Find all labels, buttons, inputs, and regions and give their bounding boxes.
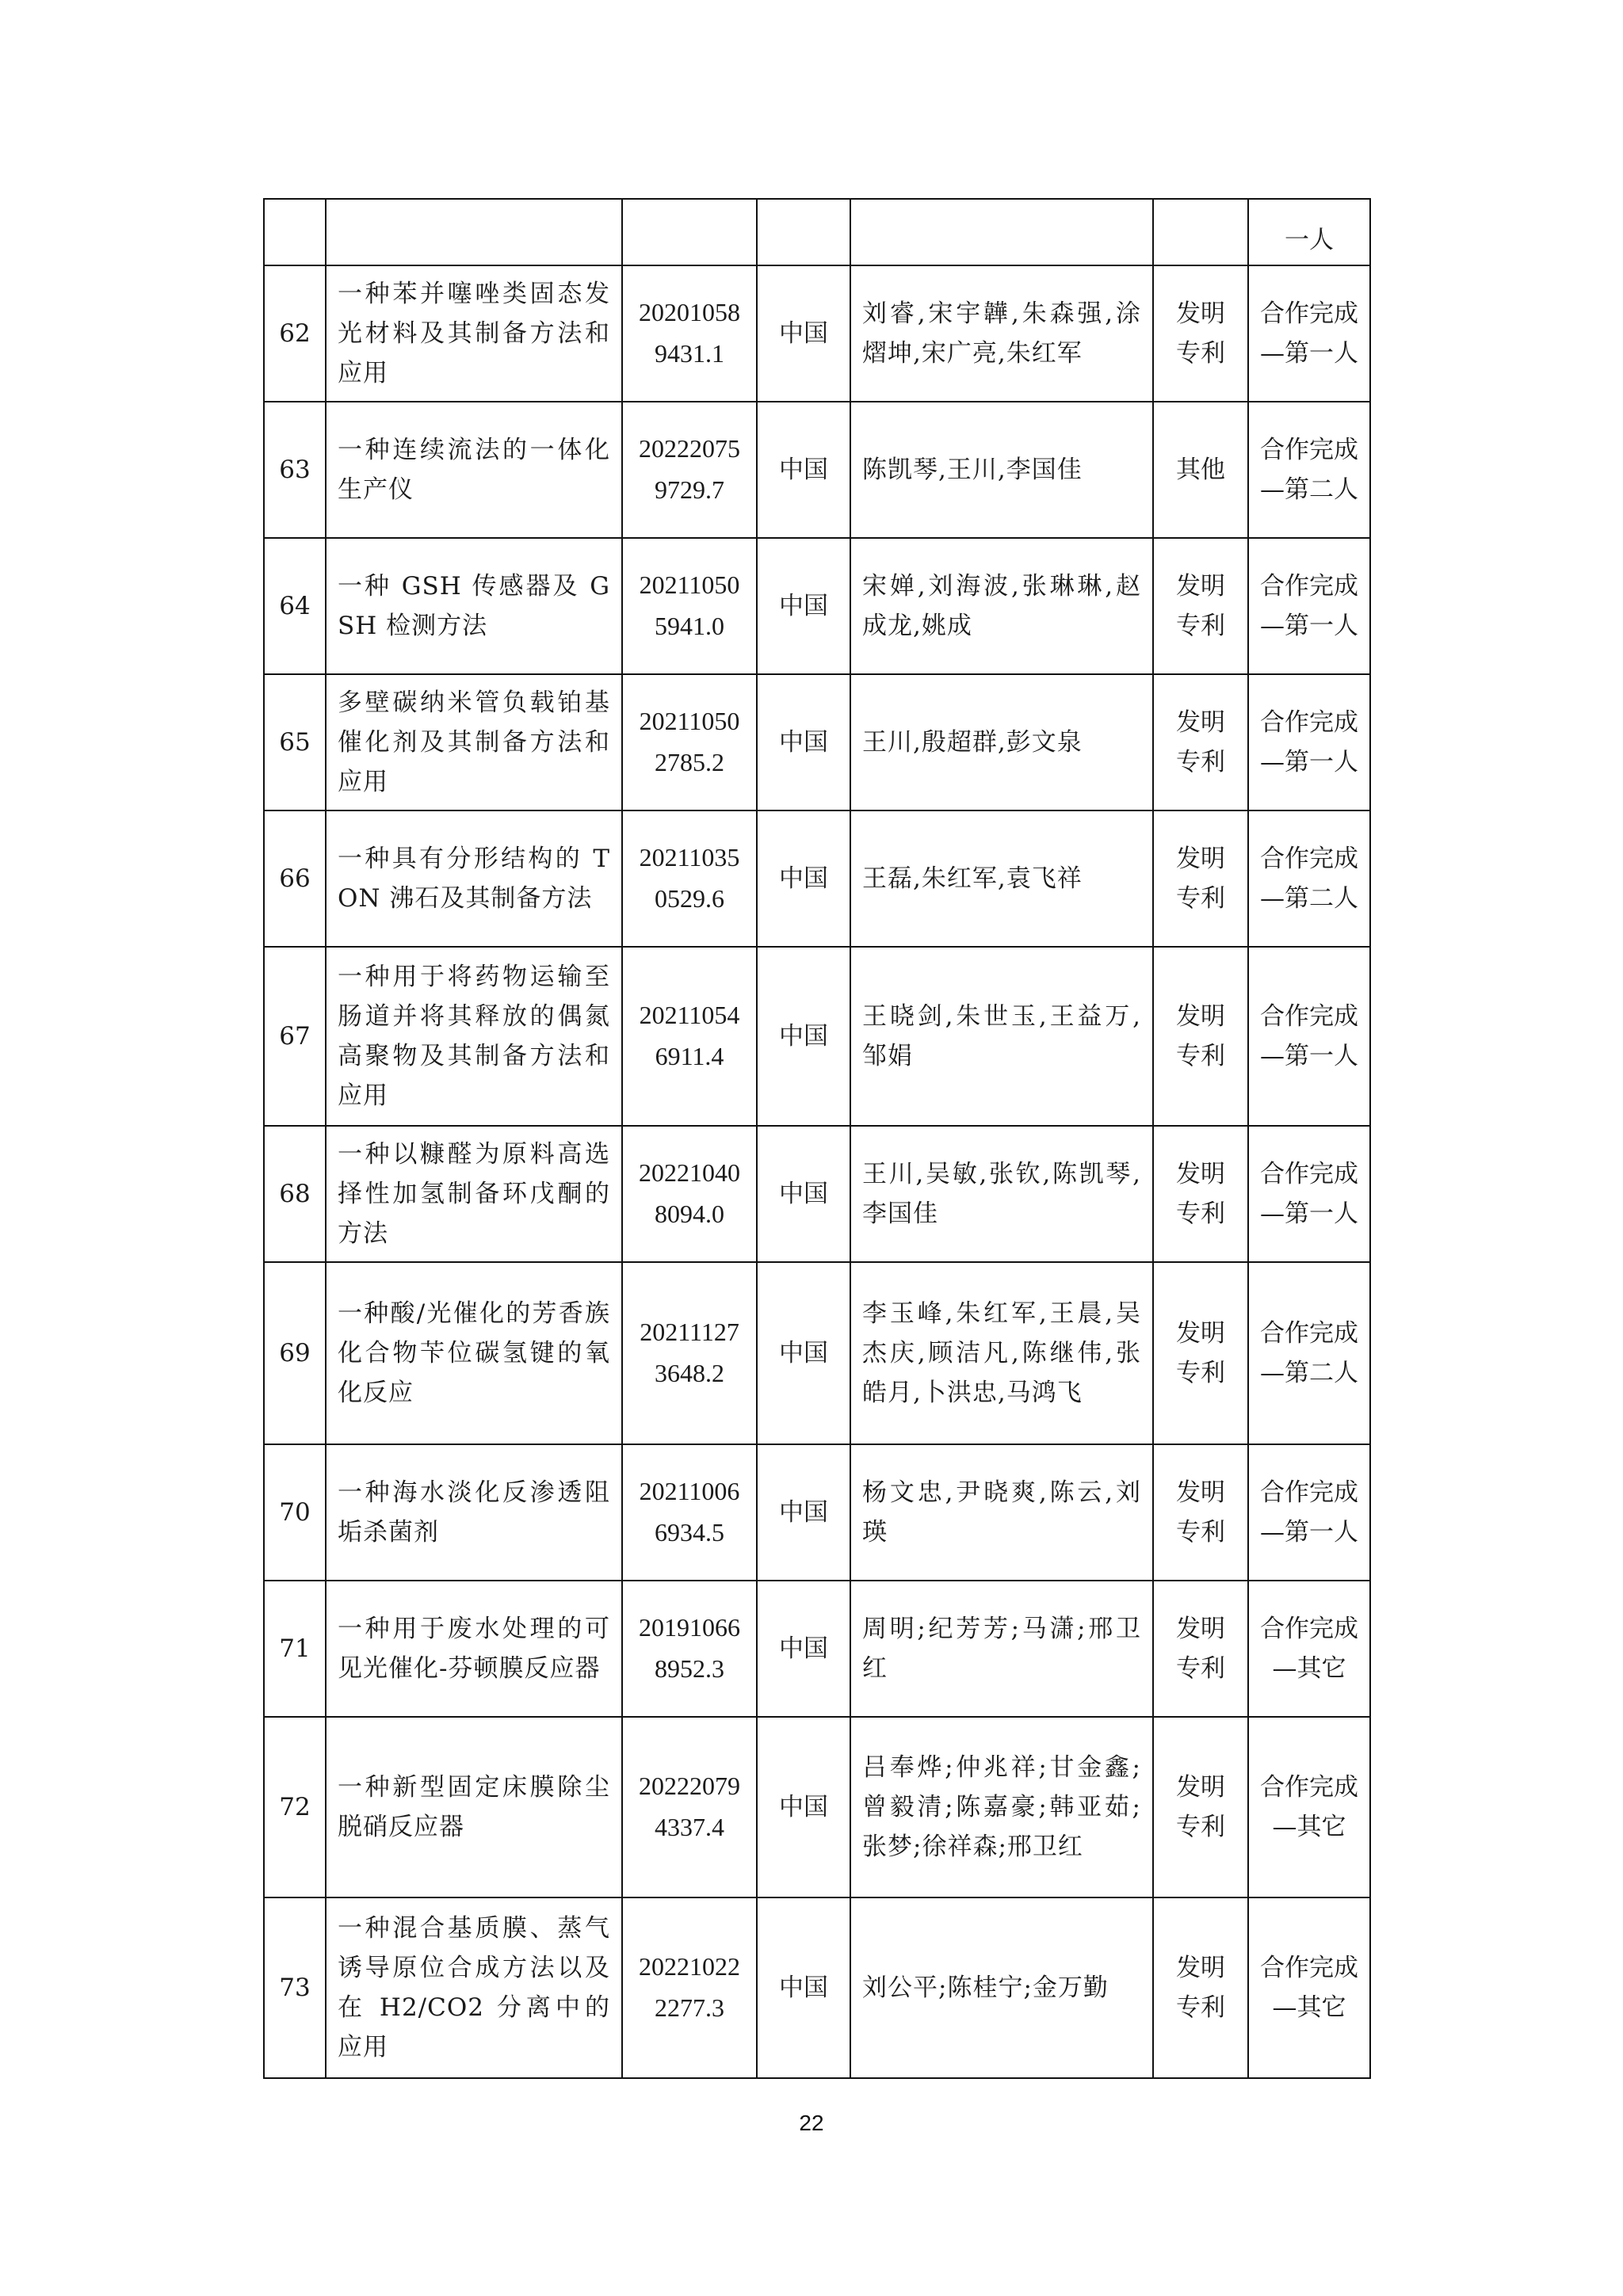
patent-table-body [264, 199, 1370, 2078]
patent-name: 一种以糠醛为原料高选择性加氢制备环戊酮的方法 [326, 1126, 622, 1262]
patent-inventors: 宋婵,刘海波,张琳琳,赵成龙,姚成 [850, 538, 1153, 674]
row-number: 67 [264, 947, 326, 1126]
patent-country: 中国 [757, 1126, 850, 1262]
patent-type: 发明专利 [1153, 1262, 1248, 1444]
row-number: 71 [264, 1581, 326, 1717]
completion-mode: 合作完成—第一人 [1248, 538, 1370, 674]
table-row [264, 674, 1370, 810]
completion-mode: 合作完成—第二人 [1248, 402, 1370, 538]
row-number: 72 [264, 1717, 326, 1897]
completion-mode: 合作完成—其它 [1248, 1581, 1370, 1717]
table-row [264, 1444, 1370, 1581]
patent-country [757, 199, 850, 265]
patent-inventors: 刘公平;陈桂宁;金万勤 [850, 1897, 1153, 2078]
patent-inventors [850, 199, 1153, 265]
table-row [264, 1581, 1370, 1717]
patent-country: 中国 [757, 1444, 850, 1581]
completion-mode: 合作完成—第一人 [1248, 1444, 1370, 1581]
completion-mode: 合作完成—第一人 [1248, 265, 1370, 402]
patent-table [263, 198, 1371, 2079]
patent-inventors: 吕奉烨;仲兆祥;甘金鑫;曾毅清;陈嘉豪;韩亚茹;张梦;徐祥森;邢卫红 [850, 1717, 1153, 1897]
patent-name: 一种混合基质膜、蒸气诱导原位合成方法以及在 H2/CO2 分离中的应用 [326, 1897, 622, 2078]
completion-mode: 合作完成—其它 [1248, 1717, 1370, 1897]
table-row [264, 1262, 1370, 1444]
patent-type [1153, 199, 1248, 265]
patent-inventors: 周明;纪芳芳;马潇;邢卫红 [850, 1581, 1153, 1717]
patent-name: 一种酸/光催化的芳香族化合物苄位碳氢键的氧化反应 [326, 1262, 622, 1444]
patent-name: 一种用于将药物运输至肠道并将其释放的偶氮高聚物及其制备方法和应用 [326, 947, 622, 1126]
patent-name: 一种具有分形结构的 TON 沸石及其制备方法 [326, 810, 622, 947]
patent-type: 其他 [1153, 402, 1248, 538]
patent-number: 202220759729.7 [622, 402, 757, 538]
table-row [264, 402, 1370, 538]
completion-mode: 合作完成—第一人 [1248, 947, 1370, 1126]
patent-name: 一种苯并噻唑类固态发光材料及其制备方法和应用 [326, 265, 622, 402]
table-row [264, 538, 1370, 674]
row-number: 62 [264, 265, 326, 402]
completion-mode: 合作完成—第二人 [1248, 1262, 1370, 1444]
patent-number: 202111273648.2 [622, 1262, 757, 1444]
patent-number: 202110066934.5 [622, 1444, 757, 1581]
row-number: 63 [264, 402, 326, 538]
table-row [264, 265, 1370, 402]
patent-number: 202110350529.6 [622, 810, 757, 947]
table-row [264, 199, 1370, 265]
patent-country: 中国 [757, 810, 850, 947]
completion-mode: 一人 [1248, 199, 1370, 265]
patent-type: 发明专利 [1153, 1126, 1248, 1262]
patent-number: 202220794337.4 [622, 1717, 757, 1897]
patent-country: 中国 [757, 1897, 850, 2078]
table-row [264, 810, 1370, 947]
patent-type: 发明专利 [1153, 810, 1248, 947]
completion-mode: 合作完成—其它 [1248, 1897, 1370, 2078]
patent-country: 中国 [757, 1717, 850, 1897]
patent-type: 发明专利 [1153, 265, 1248, 402]
patent-country: 中国 [757, 265, 850, 402]
patent-inventors: 刘睿,宋宇韡,朱森强,涂熠坤,宋广亮,朱红军 [850, 265, 1153, 402]
patent-country: 中国 [757, 1262, 850, 1444]
patent-country: 中国 [757, 1581, 850, 1717]
patent-inventors: 王川,吴敏,张钦,陈凯琴,李国佳 [850, 1126, 1153, 1262]
patent-inventors: 王川,殷超群,彭文泉 [850, 674, 1153, 810]
patent-country: 中国 [757, 538, 850, 674]
table-row [264, 1126, 1370, 1262]
patent-country: 中国 [757, 947, 850, 1126]
patent-country: 中国 [757, 402, 850, 538]
table-row [264, 1717, 1370, 1897]
patent-type: 发明专利 [1153, 1581, 1248, 1717]
patent-number: 202110505941.0 [622, 538, 757, 674]
row-number: 70 [264, 1444, 326, 1581]
completion-mode: 合作完成—第一人 [1248, 674, 1370, 810]
patent-inventors: 王晓剑,朱世玉,王益万,邹娟 [850, 947, 1153, 1126]
patent-number: 202210408094.0 [622, 1126, 757, 1262]
patent-inventors: 陈凯琴,王川,李国佳 [850, 402, 1153, 538]
row-number: 68 [264, 1126, 326, 1262]
patent-number: 202110502785.2 [622, 674, 757, 810]
patent-number: 201910668952.3 [622, 1581, 757, 1717]
row-number: 64 [264, 538, 326, 674]
patent-type: 发明专利 [1153, 674, 1248, 810]
row-number [264, 199, 326, 265]
patent-inventors: 李玉峰,朱红军,王晨,吴杰庆,顾洁凡,陈继伟,张皓月,卜洪忠,马鸿飞 [850, 1262, 1153, 1444]
patent-type: 发明专利 [1153, 1717, 1248, 1897]
patent-type: 发明专利 [1153, 1897, 1248, 2078]
patent-type: 发明专利 [1153, 538, 1248, 674]
patent-type: 发明专利 [1153, 1444, 1248, 1581]
patent-number: 202110546911.4 [622, 947, 757, 1126]
patent-name: 一种用于废水处理的可见光催化-芬顿膜反应器 [326, 1581, 622, 1717]
patent-name: 一种海水淡化反渗透阻垢杀菌剂 [326, 1444, 622, 1581]
patent-number [622, 199, 757, 265]
row-number: 69 [264, 1262, 326, 1444]
patent-type: 发明专利 [1153, 947, 1248, 1126]
patent-name: 一种新型固定床膜除尘脱硝反应器 [326, 1717, 622, 1897]
page-number: 22 [799, 2111, 824, 2135]
patent-name: 一种 GSH 传感器及 GSH 检测方法 [326, 538, 622, 674]
patent-inventors: 杨文忠,尹晓爽,陈云,刘瑛 [850, 1444, 1153, 1581]
row-number: 66 [264, 810, 326, 947]
row-number: 73 [264, 1897, 326, 2078]
patent-name [326, 199, 622, 265]
row-number: 65 [264, 674, 326, 810]
patent-number: 202010589431.1 [622, 265, 757, 402]
completion-mode: 合作完成—第一人 [1248, 1126, 1370, 1262]
table-row [264, 1897, 1370, 2078]
patent-name: 多壁碳纳米管负载铂基催化剂及其制备方法和应用 [326, 674, 622, 810]
completion-mode: 合作完成—第二人 [1248, 810, 1370, 947]
patent-inventors: 王磊,朱红军,袁飞祥 [850, 810, 1153, 947]
table-row [264, 947, 1370, 1126]
patent-name: 一种连续流法的一体化生产仪 [326, 402, 622, 538]
patent-country: 中国 [757, 674, 850, 810]
patent-number: 202210222277.3 [622, 1897, 757, 2078]
